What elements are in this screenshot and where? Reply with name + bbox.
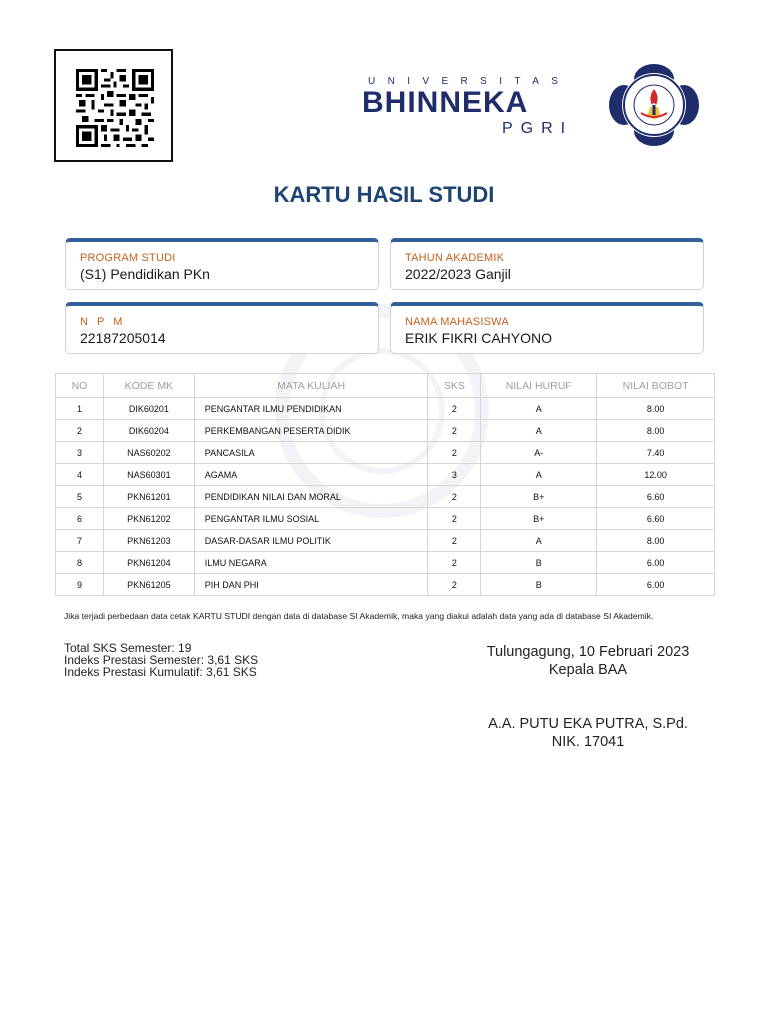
table-row bbox=[56, 420, 715, 442]
cell-nilai-huruf: A bbox=[481, 398, 597, 420]
ips-text: Indeks Prestasi Semester: 3,61 SKS bbox=[64, 653, 259, 667]
cell-sks: 2 bbox=[428, 508, 481, 530]
cell-mata-kuliah: PENDIDIKAN NILAI DAN MORAL bbox=[194, 486, 428, 508]
cell-no: 2 bbox=[56, 420, 104, 442]
table-row bbox=[56, 464, 715, 486]
cell-mata-kuliah: PANCASILA bbox=[194, 442, 428, 464]
column-header-kode-mk: KODE MK bbox=[103, 374, 194, 398]
grades-table bbox=[55, 373, 715, 596]
cell-no: 7 bbox=[56, 530, 104, 552]
npm-box bbox=[65, 302, 379, 354]
cell-sks: 2 bbox=[428, 486, 481, 508]
table-row bbox=[56, 486, 715, 508]
cell-nilai-huruf: B bbox=[481, 552, 597, 574]
cell-nilai-huruf: B bbox=[481, 574, 597, 596]
cell-kode-mk: NAS60202 bbox=[103, 442, 194, 464]
logo-top-text: UNIVERSITAS bbox=[368, 76, 571, 87]
cell-nilai-huruf: B+ bbox=[481, 486, 597, 508]
column-header-nilai-huruf: NILAI HURUF bbox=[481, 374, 597, 398]
logo-name: BHINNEKA bbox=[362, 86, 529, 119]
disclaimer-note: Jika terjadi perbedaan data cetak KARTU STUDI dengan data di database SI Akademik, maka yang diakui adalah data yang ada di database SI Akademik. bbox=[64, 611, 654, 621]
cell-nilai-bobot: 6.00 bbox=[597, 574, 715, 596]
cell-sks: 2 bbox=[428, 574, 481, 596]
npm-value: 22187205014 bbox=[80, 330, 166, 346]
cell-no: 6 bbox=[56, 508, 104, 530]
cell-mata-kuliah: PENGANTAR ILMU SOSIAL bbox=[194, 508, 428, 530]
cell-nilai-huruf: B+ bbox=[481, 508, 597, 530]
cell-nilai-bobot: 8.00 bbox=[597, 530, 715, 552]
cell-nilai-bobot: 8.00 bbox=[597, 420, 715, 442]
tahun-akademik-value: 2022/2023 Ganjil bbox=[405, 266, 511, 282]
cell-nilai-huruf: A bbox=[481, 530, 597, 552]
cell-sks: 2 bbox=[428, 442, 481, 464]
table-row bbox=[56, 552, 715, 574]
page-title: KARTU HASIL STUDI bbox=[273, 182, 495, 207]
program-studi-value: (S1) Pendidikan PKn bbox=[80, 266, 210, 282]
column-header-no: NO bbox=[56, 374, 104, 398]
npm-label: N P M bbox=[80, 316, 126, 328]
program-studi-box bbox=[65, 238, 379, 290]
cell-nilai-bobot: 6.60 bbox=[597, 508, 715, 530]
cell-no: 8 bbox=[56, 552, 104, 574]
column-header-mata-kuliah: MATA KULIAH bbox=[194, 374, 428, 398]
table-row bbox=[56, 530, 715, 552]
table-row bbox=[56, 398, 715, 420]
cell-mata-kuliah: DASAR-DASAR ILMU POLITIK bbox=[194, 530, 428, 552]
table-row bbox=[56, 574, 715, 596]
column-header-sks: SKS bbox=[428, 374, 481, 398]
cell-kode-mk: DIK60204 bbox=[103, 420, 194, 442]
cell-sks: 2 bbox=[428, 420, 481, 442]
nama-mahasiswa-value: ERIK FIKRI CAHYONO bbox=[405, 330, 553, 346]
tahun-akademik-label: TAHUN AKADEMIK bbox=[405, 252, 505, 264]
cell-no: 1 bbox=[56, 398, 104, 420]
cell-kode-mk: PKN61203 bbox=[103, 530, 194, 552]
grade-summary bbox=[64, 642, 258, 678]
qr-code-icon bbox=[76, 69, 154, 147]
cell-kode-mk: PKN61204 bbox=[103, 552, 194, 574]
table-header-row bbox=[56, 374, 715, 398]
cell-nilai-bobot: 7.40 bbox=[597, 442, 715, 464]
cell-mata-kuliah: PERKEMBANGAN PESERTA DIDIK bbox=[194, 420, 428, 442]
cell-mata-kuliah: PENGANTAR ILMU PENDIDIKAN bbox=[194, 398, 428, 420]
total-sks-text: Total SKS Semester: 19 bbox=[64, 641, 192, 655]
cell-no: 5 bbox=[56, 486, 104, 508]
cell-sks: 3 bbox=[428, 464, 481, 486]
signature-role: Kepala BAA bbox=[548, 662, 628, 678]
cell-kode-mk: PKN61205 bbox=[103, 574, 194, 596]
cell-mata-kuliah: PIH DAN PHI bbox=[194, 574, 428, 596]
signature-place-date: Tulungagung, 10 Februari 2023 bbox=[486, 644, 690, 660]
cell-nilai-bobot: 6.60 bbox=[597, 486, 715, 508]
program-studi-label: PROGRAM STUDI bbox=[80, 252, 176, 264]
cell-mata-kuliah: AGAMA bbox=[194, 464, 428, 486]
cell-sks: 2 bbox=[428, 552, 481, 574]
cell-sks: 2 bbox=[428, 398, 481, 420]
signature-nik: NIK. 17041 bbox=[551, 734, 625, 750]
cell-nilai-huruf: A bbox=[481, 420, 597, 442]
table-row bbox=[56, 442, 715, 464]
cell-kode-mk: PKN61201 bbox=[103, 486, 194, 508]
cell-sks: 2 bbox=[428, 530, 481, 552]
cell-no: 9 bbox=[56, 574, 104, 596]
cell-kode-mk: NAS60301 bbox=[103, 464, 194, 486]
qr-code bbox=[54, 49, 173, 162]
nama-mahasiswa-label: NAMA MAHASISWA bbox=[405, 316, 509, 328]
university-seal-icon bbox=[608, 63, 700, 147]
cell-nilai-huruf: A- bbox=[481, 442, 597, 464]
cell-mata-kuliah: ILMU NEGARA bbox=[194, 552, 428, 574]
cell-nilai-bobot: 8.00 bbox=[597, 398, 715, 420]
cell-nilai-huruf: A bbox=[481, 464, 597, 486]
signature-name: A.A. PUTU EKA PUTRA, S.Pd. bbox=[488, 716, 688, 732]
logo-sub-text: PGRI bbox=[502, 120, 574, 137]
table-row bbox=[56, 508, 715, 530]
cell-nilai-bobot: 6.00 bbox=[597, 552, 715, 574]
ipk-text: Indeks Prestasi Kumulatif: 3,61 SKS bbox=[64, 665, 257, 679]
cell-no: 3 bbox=[56, 442, 104, 464]
university-logo bbox=[362, 76, 594, 146]
cell-nilai-bobot: 12.00 bbox=[597, 464, 715, 486]
column-header-nilai-bobot: NILAI BOBOT bbox=[597, 374, 715, 398]
cell-kode-mk: DIK60201 bbox=[103, 398, 194, 420]
tahun-akademik-box bbox=[390, 238, 704, 290]
cell-no: 4 bbox=[56, 464, 104, 486]
cell-kode-mk: PKN61202 bbox=[103, 508, 194, 530]
nama-mahasiswa-box bbox=[390, 302, 704, 354]
